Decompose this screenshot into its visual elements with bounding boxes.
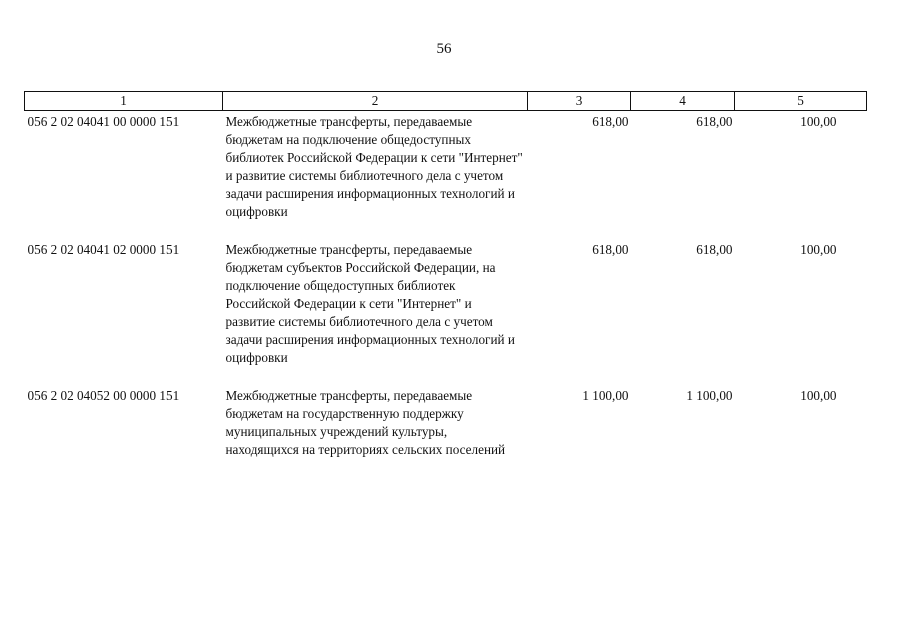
header-cell-4: 4 <box>631 92 735 111</box>
header-cell-1: 1 <box>25 92 223 111</box>
table-row <box>25 239 867 385</box>
budget-table <box>24 91 867 477</box>
header-cell-2: 2 <box>223 92 528 111</box>
row-value-col4: 1 100,00 <box>686 388 733 403</box>
header-cell-3: 3 <box>528 92 631 111</box>
row-value-col3: 618,00 <box>592 242 629 257</box>
row-name: Межбюджетные трансферты, передаваемые бюджетам субъектов Российской Федерации, на подключение общедоступных библиотек Российской Федерации к сети "Интернет" и развитие системы библиотечного дела с учетом задачи расширения информационных технологий и оцифровки <box>225 242 515 365</box>
row-name: Межбюджетные трансферты, передаваемые бюджетам на подключение общедоступных библиотек Российской Федерации к сети "Интернет" и развитие системы библиотечного дела с учетом задачи расширения информационных технологий и оцифровки <box>225 114 523 219</box>
row-code: 056 2 02 04041 02 0000 151 <box>27 242 180 257</box>
row-value-col4: 618,00 <box>696 242 733 257</box>
table-row <box>25 111 867 240</box>
row-value-col5: 100,00 <box>800 388 837 403</box>
row-value-col4: 618,00 <box>696 114 733 129</box>
header-row <box>25 92 867 111</box>
table-row <box>25 385 867 477</box>
row-value-col5: 100,00 <box>800 114 837 129</box>
row-value-col3: 1 100,00 <box>582 388 629 403</box>
page-number: 56 <box>436 41 452 57</box>
table-body <box>25 111 867 478</box>
table-header <box>25 92 867 111</box>
row-name: Межбюджетные трансферты, передаваемые бюджетам на государственную поддержку муниципальных учреждений культуры, находящихся на территориях сельских поселений <box>225 388 506 457</box>
row-value-col5: 100,00 <box>800 242 837 257</box>
header-cell-5: 5 <box>735 92 867 111</box>
row-code: 056 2 02 04052 00 0000 151 <box>27 388 180 403</box>
row-code: 056 2 02 04041 00 0000 151 <box>27 114 180 129</box>
row-value-col3: 618,00 <box>592 114 629 129</box>
